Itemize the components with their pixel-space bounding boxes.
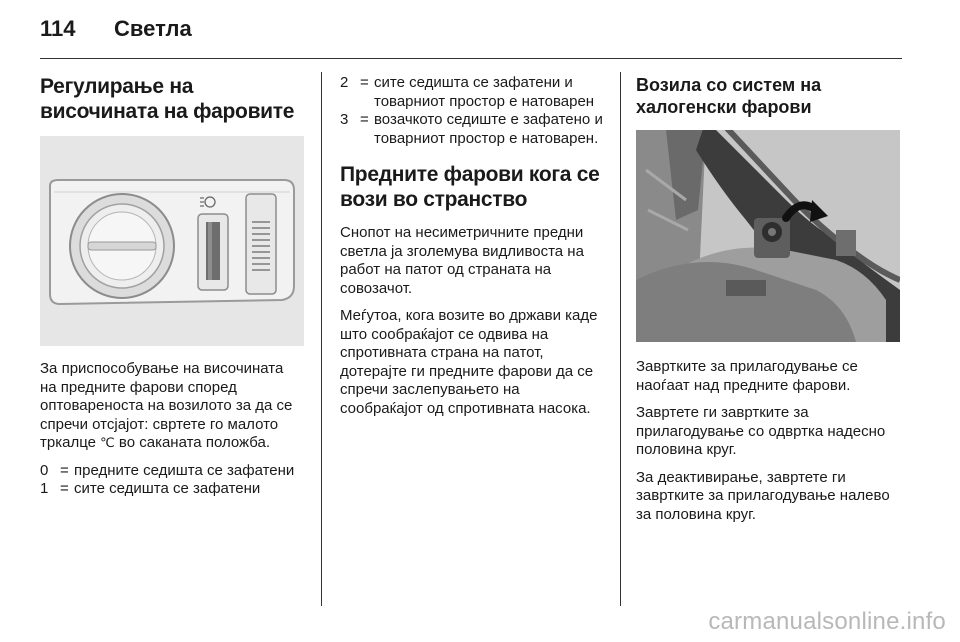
list-item — [340, 111, 606, 148]
heading-driving-abroad: Предните фарови кога се вози во странство — [340, 163, 600, 211]
paragraph: Завртките за прилагодување се наоѓаат над предните фарови. — [636, 358, 858, 394]
headlight-adjuster-photo — [636, 130, 900, 342]
column-divider-2 — [620, 72, 621, 606]
header-rule — [40, 58, 902, 59]
list-key: 2 — [340, 74, 349, 91]
light-switch-drawing — [40, 136, 304, 346]
list-eq: = — [60, 461, 69, 479]
intro-paragraph — [40, 360, 304, 453]
intro-text-before: За приспособување на височината на предните фарови според оптовареноста на возилото за да се спречи отсјајот: свртете го малото тркалце — [40, 360, 293, 451]
paragraph: Меѓутоа, кога возите во држави каде што сообраќајот се одвива на спротивната страна на патот, дотерајте ги предните фарови да се спречи заслепувањето на сообраќајот од спротивната насока. — [340, 307, 598, 417]
load-positions-list — [40, 462, 304, 499]
light-switch-illustration — [40, 136, 304, 346]
list-value: предните седишта се зафатени — [74, 461, 295, 479]
headlight-range-icon: ℃ — [100, 435, 115, 450]
column-2 — [340, 74, 606, 427]
page-header — [40, 14, 920, 54]
list-key: 1 — [40, 480, 49, 497]
list-key: 3 — [340, 111, 349, 128]
column-3 — [636, 74, 902, 533]
paragraph: Завртете ги завртките за прилагодување со одвртка надесно половина круг. — [636, 404, 886, 458]
heading-line-2: височината на фаровите — [40, 100, 295, 123]
watermark: carmanualsonline.info — [708, 608, 946, 635]
load-positions-list-continued — [340, 74, 606, 148]
heading-line-1: Регулирање на — [40, 75, 194, 98]
list-eq: = — [60, 480, 69, 497]
list-eq: = — [360, 74, 369, 91]
intro-text-after: во саканата положба. — [118, 434, 271, 451]
list-item — [340, 74, 606, 111]
list-item — [40, 462, 304, 481]
list-value: сите седишта се зафатени — [74, 480, 261, 497]
paragraph: За деактивирање, завртете ги завртките за прилагодување налево за половина круг. — [636, 468, 890, 523]
heading-halogen-headlights: Возила со систем на халогенски фарови — [636, 75, 822, 117]
list-key: 0 — [40, 461, 49, 479]
paragraph: Снопот на несиметричните предни светла ја зголемува видливоста на работ на патот од страната на совозачот. — [340, 224, 584, 297]
headlight-adjuster-drawing — [636, 130, 900, 342]
column-divider-1 — [321, 72, 322, 606]
list-eq: = — [360, 111, 369, 128]
list-value: возачкото седиште е зафатено и товарниот простор е натоварен. — [374, 111, 603, 147]
heading-headlight-range — [40, 74, 304, 124]
list-item — [40, 480, 304, 499]
page-number: 114 — [40, 16, 76, 41]
column-1 — [40, 74, 304, 499]
list-value: сите седишта се зафатени и товарниот простор е натоварен — [374, 74, 595, 110]
section-title: Светла — [114, 16, 192, 41]
